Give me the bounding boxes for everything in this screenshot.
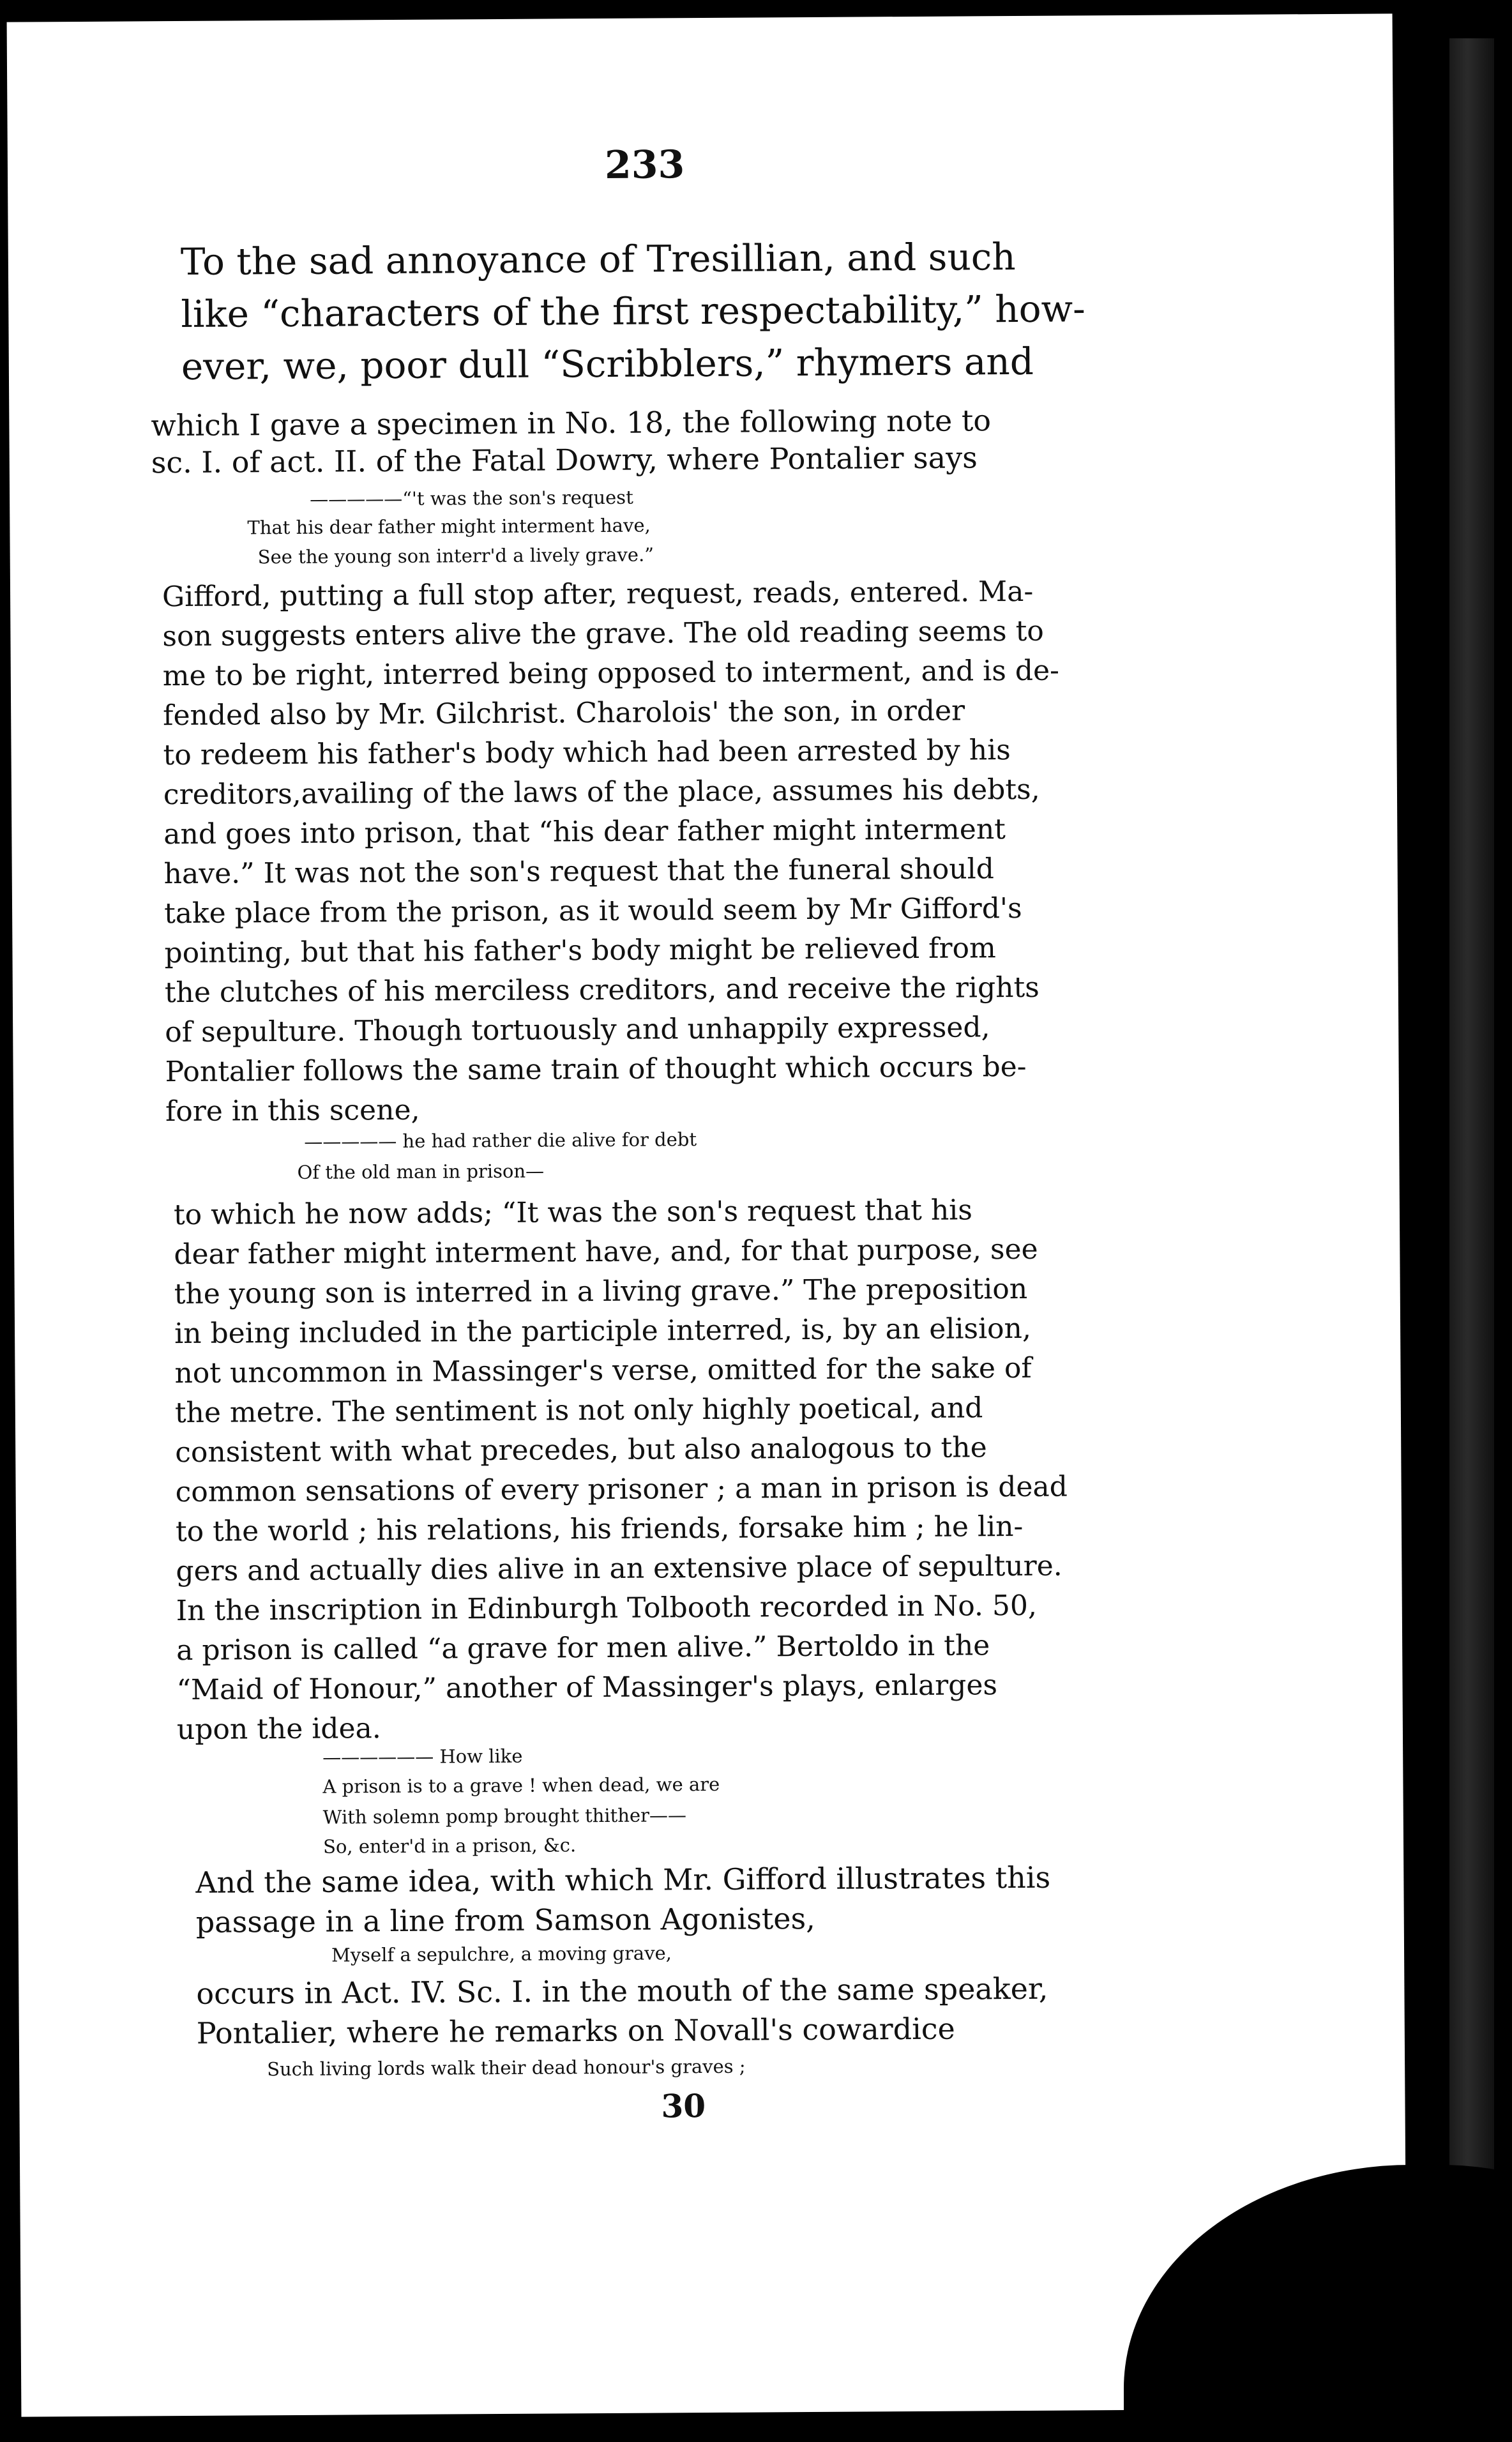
body-line: a prison is called “a grave for men alive.” Bertoldo in the — [176, 1629, 990, 1667]
heading-line: ever, we, poor dull “Scribblers,” rhymers and — [181, 339, 1034, 389]
body-line: to the world ; his relations, his friends, forsake him ; he lin- — [175, 1510, 1024, 1549]
quote-line: A prison is to a grave ! when dead, we are — [322, 1773, 720, 1798]
page-text — [7, 13, 1407, 2416]
signature-mark: 30 — [661, 2087, 706, 2125]
body-line: consistent with what precedes, but also analogous to the — [175, 1431, 987, 1469]
book-page — [7, 13, 1407, 2416]
body-line: to which he now adds; “It was the son's request that his — [173, 1194, 973, 1232]
body-line: gers and actually dies alive in an extensive place of sepulture. — [176, 1549, 1062, 1588]
page-number: 233 — [604, 142, 685, 188]
body-line: the metre. The sentiment is not only highly poetical, and — [174, 1392, 983, 1430]
body-line: dear father might interment have, and, for that purpose, see — [174, 1232, 1038, 1271]
body-line: sc. I. of act. II. of the Fatal Dowry, where Pontalier says — [151, 440, 978, 480]
body-line: fended also by Mr. Gilchrist. Charolois' the son, in order — [163, 694, 965, 732]
body-line: Pontalier, where he remarks on Novall's cowardice — [196, 2011, 955, 2051]
body-line: common sensations of every prisoner ; a man in prison is dead — [175, 1470, 1068, 1509]
quote-line: Such living lords walk their dead honour's graves ; — [267, 2055, 746, 2081]
body-line: of sepulture. Though tortuously and unhappily expressed, — [165, 1011, 990, 1049]
body-line: in being included in the participle interred, is, by an elision, — [174, 1312, 1032, 1351]
body-line: the clutches of his merciless creditors, and receive the rights — [164, 971, 1040, 1010]
quote-line: Myself a sepulchre, a moving grave, — [331, 1942, 672, 1966]
body-line: fore in this scene, — [165, 1093, 420, 1128]
body-line: upon the idea. — [176, 1712, 381, 1747]
quote-line: See the young son interr'd a lively grave.” — [257, 543, 654, 568]
body-line: “Maid of Honour,” another of Massinger's plays, enlarges — [176, 1669, 998, 1707]
body-line: me to be right, interred being opposed to interment, and is de- — [162, 654, 1060, 693]
body-line: take place from the prison, as it would seem by Mr Gifford's — [163, 891, 1022, 930]
body-line: In the inscription in Edinburgh Tolbooth recorded in No. 50, — [176, 1589, 1038, 1628]
body-line: occurs in Act. IV. Sc. I. in the mouth of the same speaker, — [196, 1971, 1048, 2011]
quote-line: —————— How like — [322, 1745, 523, 1768]
quote-line: ————— he had rather die alive for debt — [304, 1128, 697, 1153]
body-line: And the same idea, with which Mr. Gifford illustrates this — [195, 1860, 1051, 1900]
body-line: son suggests enters alive the grave. The old reading seems to — [162, 614, 1044, 653]
body-line: Gifford, putting a full stop after, request, reads, entered. Ma- — [162, 575, 1034, 614]
quote-line: That his dear father might interment have, — [247, 514, 651, 539]
body-line: passage in a line from Samson Agonistes, — [195, 1900, 815, 1939]
body-line: have.” It was not the son's request that the funeral should — [163, 853, 995, 891]
quote-line: —————“'t was the son's request — [310, 486, 633, 510]
quote-line: So, enter'd in a prison, &c. — [322, 1834, 577, 1858]
heading-line: To the sad annoyance of Tresillian, and such — [180, 235, 1016, 284]
body-line: the young son is interred in a living grave.” The preposition — [174, 1272, 1028, 1311]
book-edge — [1449, 38, 1494, 2401]
quote-line: With solemn pomp brought thither—— — [322, 1804, 687, 1828]
body-line: creditors,availing of the laws of the place, assumes his debts, — [163, 773, 1040, 812]
body-line: which I gave a specimen in No. 18, the following note to — [151, 403, 992, 443]
heading-line: like “characters of the first respectability,” how- — [181, 287, 1085, 337]
body-line: pointing, but that his father's body might be relieved from — [164, 932, 996, 970]
body-line: Pontalier follows the same train of thought which occurs be- — [165, 1050, 1027, 1089]
body-line: and goes into prison, that “his dear father might interment — [163, 813, 1006, 851]
body-line: not uncommon in Massinger's verse, omitted for the sake of — [174, 1351, 1032, 1390]
quote-line: Of the old man in prison— — [297, 1160, 545, 1183]
body-line: to redeem his father's body which had been arrested by his — [163, 734, 1011, 772]
